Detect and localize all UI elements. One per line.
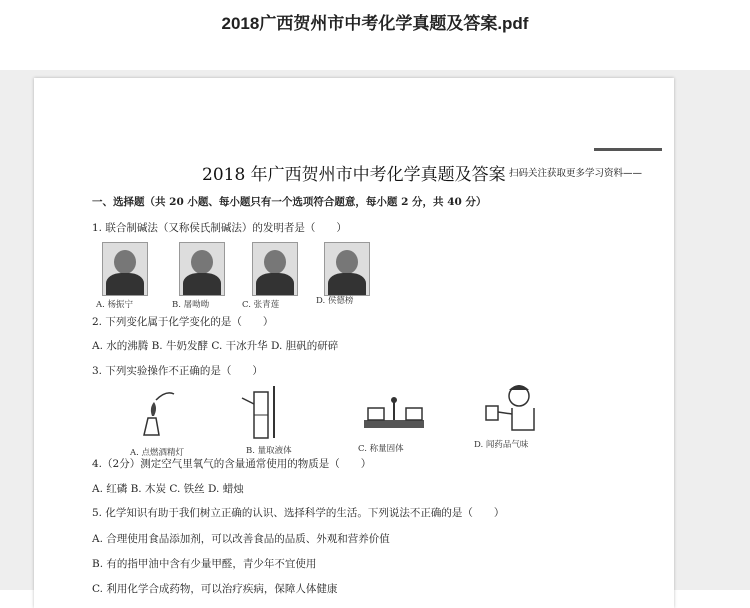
q1-caption-c: C. 张青莲 (242, 300, 280, 310)
smelling-chemical-icon (486, 385, 534, 430)
file-title-bar (0, 0, 750, 70)
portrait-photo-c (252, 242, 298, 296)
question-4-options: A. 红磷 B. 木炭 C. 铁丝 D. 蜡烛 (92, 483, 244, 495)
portrait-photo-a (102, 242, 148, 296)
measuring-cylinder-icon (242, 386, 274, 438)
question-5-option-a: A. 合理使用食品添加剂，可以改善食品的品质、外观和营养价值 (92, 533, 390, 545)
question-5-option-b: B. 有的指甲油中含有少量甲醛，青少年不宜使用 (92, 558, 317, 570)
document-title: 2018 年广西贺州市中考化学真题及答案 (202, 165, 506, 185)
q3-caption-c: C. 称量固体 (358, 444, 404, 454)
question-3-figures (114, 380, 614, 458)
q3-caption-a: A. 点燃酒精灯 (130, 448, 185, 458)
q1-caption-d: D. 侯德榜 (316, 296, 354, 306)
q3-caption-d: D. 闻药品气味 (474, 440, 529, 450)
experiment-illustrations (114, 380, 614, 450)
file-title: 2018广西贺州市中考化学真题及答案.pdf (221, 14, 529, 33)
question-5-option-c: C. 利用化学合成药物，可以治疗疾病，保障人体健康 (92, 583, 338, 595)
promo-text: 扫码关注获取更多学习资料—— (509, 168, 643, 179)
pdf-viewer[interactable] (0, 70, 750, 595)
portrait-photo-b (179, 242, 225, 296)
question-5-stem: 5. 化学知识有助于我们树立正确的认识、选择科学的生活。下列说法不正确的是（ ） (92, 507, 505, 519)
balance-scale-icon (364, 397, 424, 428)
question-2-stem: 2. 下列变化属于化学变化的是（ ） (92, 316, 274, 328)
q1-caption-b: B. 屠呦呦 (172, 300, 210, 310)
question-1-stem: 1. 联合制碱法（又称侯氏制碱法）的发明者是（ ） (92, 222, 347, 234)
section-header: 一、选择题（共 20 小题、每小题只有一个选项符合题意，每小题 2 分，共 40 分） (92, 196, 487, 208)
q3-caption-b: B. 量取液体 (246, 446, 292, 456)
scan-mark (594, 148, 662, 151)
question-2-options: A. 水的沸腾 B. 牛奶发酵 C. 干冰升华 D. 胆矾的研碎 (92, 340, 339, 352)
question-4-stem: 4.（2分）测定空气里氧气的含量通常使用的物质是（ ） (92, 458, 372, 470)
pdf-page (34, 78, 674, 608)
alcohol-lamp-icon (144, 393, 174, 435)
q1-caption-a: A. 杨振宁 (96, 300, 134, 310)
question-3-stem: 3. 下列实验操作不正确的是（ ） (92, 365, 263, 377)
portrait-photo-d (324, 242, 370, 296)
